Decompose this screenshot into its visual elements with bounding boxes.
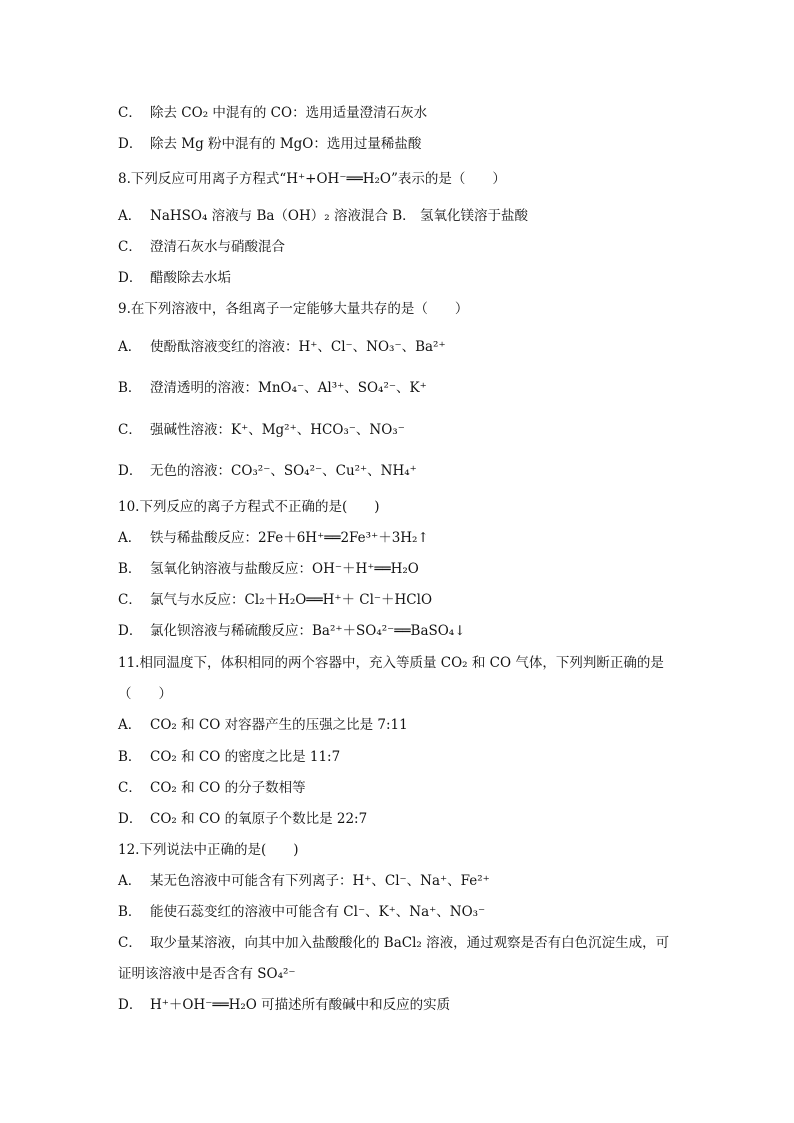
option-label: C． [118,935,142,951]
q12-option-a [118,872,490,890]
q7-option-c [118,104,427,122]
option-label: B． [118,561,142,577]
option-text: CO₂ 和 CO 的氧原子个数比是 22:7 [150,811,368,827]
option-label: A． [118,530,142,546]
q11-option-c [118,779,306,797]
option-text: 除去 Mg 粉中混有的 MgO：选用过量稀盐酸 [150,136,422,152]
option-label: B． [118,380,142,396]
option-label: D． [118,623,143,639]
option-text: 取少量某溶液，向其中加入盐酸酸化的 BaCl₂ 溶液，通过观察是否有白色沉淀生成，可 [150,935,670,951]
option-label: C． [118,780,142,796]
question-11-continued [118,685,172,703]
option-label: D． [118,136,143,152]
option-label: B． [118,904,142,920]
q9-option-c [118,421,405,439]
question-11 [118,654,664,672]
option-text: 澄清石灰水与硝酸混合 [150,239,285,255]
option-label: C． [118,592,142,608]
option-text: 氢氧化钠溶液与盐酸反应：OH⁻＋H⁺══H₂O [150,561,419,577]
option-text: H⁺＋OH⁻══H₂O 可描述所有酸碱中和反应的实质 [150,997,451,1013]
option-label: C． [118,239,142,255]
q9-option-a [118,338,446,356]
option-text: 醋酸除去水垢 [150,270,231,286]
q12-option-c-continued [118,965,296,983]
question-8 [118,170,506,188]
q7-option-d [118,135,421,153]
option-label: C． [118,105,142,121]
q12-option-c [118,934,669,952]
q12-option-b [118,903,485,921]
option-label: A． [118,717,142,733]
q11-option-b [118,748,340,766]
option-label: D． [118,463,143,479]
q10-option-b [118,560,419,578]
option-text: 澄清透明的溶液：MnO₄⁻、Al³⁺、SO₄²⁻、K⁺ [150,380,427,396]
option-text: CO₂ 和 CO 的密度之比是 11:7 [150,749,341,765]
option-text: 证明该溶液中是否含有 SO₄²⁻ [118,966,296,982]
q11-option-a [118,716,408,734]
question-text: （ ） [118,686,172,702]
q8-option-c [118,238,285,256]
question-text: 8.下列反应可用离子方程式“H⁺+OH⁻══H₂O”表示的是（ ） [118,171,506,187]
option-text: 强碱性溶液：K⁺、Mg²⁺、HCO₃⁻、NO₃⁻ [150,422,405,438]
question-10 [118,498,380,516]
option-label: C． [118,422,142,438]
option-text: 使酚酞溶液变红的溶液：H⁺、Cl⁻、NO₃⁻、Ba²⁺ [150,339,446,355]
q12-option-d [118,996,450,1014]
q10-option-a [118,529,429,547]
q8-option-d [118,269,231,287]
option-text: 无色的溶液：CO₃²⁻、SO₄²⁻、Cu²⁺、NH₄⁺ [150,463,417,479]
option-text: 除去 CO₂ 中混有的 CO：选用适量澄清石灰水 [150,105,428,121]
question-text: 10.下列反应的离子方程式不正确的是( ) [118,499,380,515]
option-text: 氯气与水反应：Cl₂＋H₂O══H⁺＋ Cl⁻＋HClO [150,592,433,608]
question-9 [118,300,468,318]
option-text: 氯化钡溶液与稀硫酸反应：Ba²⁺＋SO₄²⁻══BaSO₄↓ [150,623,466,639]
option-text: NaHSO₄ 溶液与 Ba（OH）₂ 溶液混合 B． 氢氧化镁溶于盐酸 [150,208,528,224]
question-text: 11.相同温度下，体积相同的两个容器中，充入等质量 CO₂ 和 CO 气体，下列判断正确的是 [118,655,664,671]
q10-option-c [118,591,432,609]
option-label: A． [118,208,142,224]
question-text: 12.下列说法中正确的是( ) [118,842,299,858]
question-text: 9.在下列溶液中，各组离子一定能够大量共存的是（ ） [118,301,469,317]
option-label: D． [118,811,143,827]
question-12 [118,841,299,859]
option-label: A． [118,339,142,355]
option-text: 能使石蕊变红的溶液中可能含有 Cl⁻、K⁺、Na⁺、NO₃⁻ [150,904,486,920]
q11-option-d [118,810,367,828]
q8-option-a [118,207,528,225]
option-text: 铁与稀盐酸反应：2Fe＋6H⁺══2Fe³⁺＋3H₂↑ [150,530,429,546]
q10-option-d [118,622,466,640]
q9-option-b [118,379,427,397]
option-label: B． [118,749,142,765]
option-text: CO₂ 和 CO 对容器产生的压强之比是 7:11 [150,717,408,733]
option-text: CO₂ 和 CO 的分子数相等 [150,780,306,796]
q9-option-d [118,462,417,480]
option-label: D． [118,997,143,1013]
option-label: D． [118,270,143,286]
option-label: A． [118,873,142,889]
option-text: 某无色溶液中可能含有下列离子：H⁺、Cl⁻、Na⁺、Fe²⁺ [150,873,490,889]
